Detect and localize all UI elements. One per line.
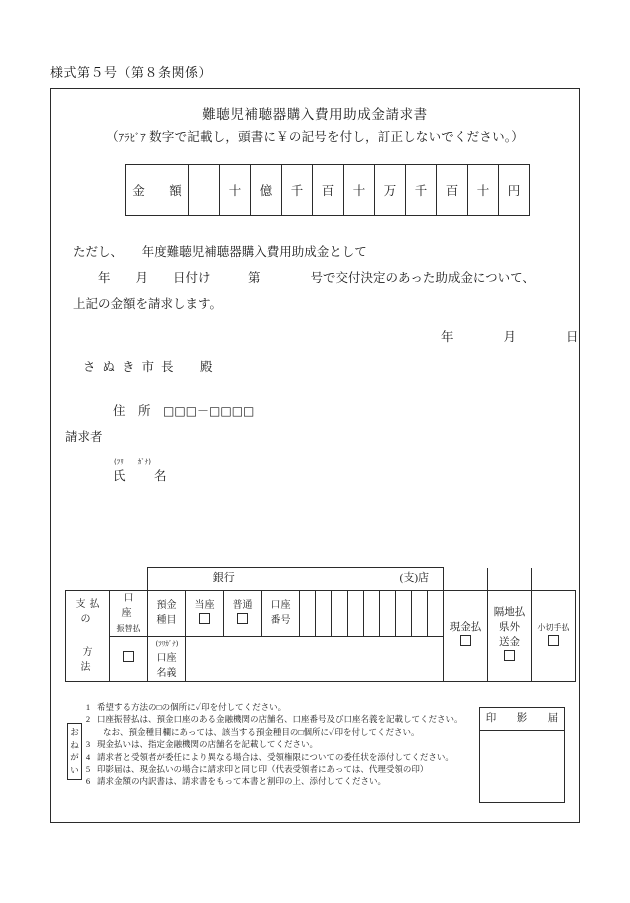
amount-cell-5[interactable]: 十 [344, 165, 375, 216]
remote-payment-label-1: 隔地払 [493, 607, 526, 618]
remote-header-cell [488, 568, 532, 591]
payment-method-label-top: 支払の [75, 598, 104, 625]
address-line [113, 401, 254, 419]
account-digit-cell[interactable] [428, 590, 444, 636]
amount-label-text: 金 額 [132, 184, 188, 198]
addressee-line: さぬき市長 殿 [83, 360, 220, 374]
note-text: 現金払いは、指定金融機関の店舗名を記載してください。 [97, 739, 319, 750]
amount-cell-7[interactable]: 千 [406, 165, 437, 216]
remote-payment-label-3: 送金 [499, 637, 520, 648]
payment-table-bank-header-row [66, 568, 576, 591]
note-number: 6 [85, 776, 91, 787]
form-number: 様式第５号（第８条関係） [50, 65, 213, 80]
amount-cell-1[interactable]: 十 [220, 165, 251, 216]
page-title: 難聴児補聴器購入費用助成金請求書 [202, 107, 428, 122]
account-digit-cell[interactable] [300, 590, 316, 636]
ordinary-account-label: 普通 [232, 599, 253, 611]
date-line: 年 月 日 [441, 330, 579, 344]
current-account-option[interactable] [186, 590, 224, 636]
amount-cell-9[interactable]: 十 [468, 165, 499, 216]
ordinary-account-option[interactable] [224, 590, 262, 636]
remote-payment-checkbox[interactable] [488, 650, 531, 666]
transfer-payment-checkbox[interactable] [123, 654, 134, 665]
account-digit-cell[interactable] [364, 590, 380, 636]
account-digit-cell[interactable] [380, 590, 396, 636]
payment-method-table [65, 567, 576, 682]
amount-cell-10[interactable]: 円 [499, 165, 530, 216]
note-item [79, 713, 499, 725]
current-account-label: 当座 [194, 599, 215, 611]
transfer-payment-label [110, 590, 152, 636]
body-line-1: ただし、 年度難聴児補聴器購入費用助成金として [73, 245, 367, 259]
amount-table-row [126, 165, 530, 216]
payment-table-main-row [66, 590, 576, 636]
note-text: 印影届は、現金払いの場合に請求印と同じ印（代表受領者にあっては、代理受領の印） [97, 764, 429, 775]
spacer-cell-b [110, 568, 148, 591]
postal-code-boxes[interactable]: □□□－□□□□ [163, 404, 255, 418]
account-name-label [148, 636, 186, 681]
check-payment-option[interactable] [532, 590, 576, 681]
note-item [79, 751, 499, 763]
note-number: 4 [85, 751, 91, 762]
account-name-input[interactable] [186, 636, 488, 681]
payment-method-label-bottom: 方 法 [80, 646, 111, 673]
note-number: 1 [85, 702, 91, 712]
onegai-char-1: ね [70, 739, 79, 750]
amount-cell-0[interactable] [189, 165, 220, 216]
name-furigana-label: (ﾌﾘ ｶﾞﾅ) [114, 458, 151, 466]
onegai-char-3: い [70, 764, 79, 775]
note-item [79, 763, 499, 775]
body-text [51, 239, 579, 317]
note-item [79, 701, 499, 713]
account-digit-cell[interactable] [396, 590, 412, 636]
deposit-type-top: 預金 [156, 600, 177, 611]
address-label: 住 所 [113, 404, 151, 418]
requester-label: 請求者 [65, 430, 103, 444]
ordinary-account-checkbox[interactable] [224, 613, 261, 629]
page-subtitle [51, 127, 579, 145]
cash-payment-label: 現金払 [449, 622, 482, 633]
seal-registration-box[interactable] [479, 707, 565, 803]
subtitle-kana: ｱﾗﾋﾞｱ [118, 132, 146, 144]
amount-table [125, 164, 530, 216]
account-number-label [262, 590, 300, 636]
check-payment-label: 小切手払 [537, 623, 570, 632]
note-text: 請求者と受領者が委任により異なる場合は、受領権限についての委任状を添付してください。 [97, 751, 454, 762]
amount-cell-4[interactable]: 百 [313, 165, 344, 216]
seal-box-title: 印 影 届 [480, 708, 564, 731]
subtitle-rest: 数字で記載し，頭書に￥の記号を付し，訂正しないでください。） [145, 130, 524, 144]
remote-payment-label-2: 県外 [499, 622, 520, 633]
note-continuation: なお、預金種目欄にあっては、該当する預金種目の□個所に✓印を付してください。 [103, 726, 420, 737]
body-line-3: 上記の金額を請求します。 [73, 297, 223, 311]
amount-cell-6[interactable]: 万 [375, 165, 406, 216]
onegai-char-0: お [70, 727, 79, 737]
account-number-top: 口座 [270, 600, 291, 611]
body-line-2: 年 月 日付け 第 号で交付決定のあった助成金について、 [73, 271, 535, 285]
branch-name-label: (支)店 [300, 568, 444, 591]
deposit-type-label [148, 590, 186, 636]
account-digit-cell[interactable] [348, 590, 364, 636]
amount-cell-8[interactable]: 百 [437, 165, 468, 216]
account-digit-cell[interactable] [332, 590, 348, 636]
account-digit-cell[interactable] [412, 590, 428, 636]
note-number: 3 [85, 739, 91, 750]
current-account-checkbox[interactable] [186, 613, 223, 629]
bank-name-label: 銀行 [148, 568, 300, 591]
onegai-char-2: が [70, 752, 79, 762]
account-name-top: 口座 [156, 652, 177, 664]
payment-method-label [66, 590, 110, 681]
check-payment-checkbox[interactable] [532, 635, 575, 651]
note-text: 口座振替払は、預金口座のある金融機関の店舗名、口座番号及び口座名義を記載してください。 [97, 714, 463, 725]
note-number: 5 [85, 764, 91, 775]
account-digit-cell[interactable] [316, 590, 332, 636]
account-number-bottom: 番号 [270, 615, 291, 626]
subtitle-open-paren: （ [106, 130, 119, 144]
name-label: 氏 名 [113, 469, 175, 483]
account-name-furigana: (ﾌﾘｶﾞﾅ) [155, 639, 179, 648]
remote-payment-option[interactable] [488, 590, 532, 681]
name-block [113, 457, 175, 484]
account-name-bottom: 名義 [156, 667, 177, 679]
amount-cell-3[interactable]: 千 [282, 165, 313, 216]
note-item [79, 738, 499, 750]
transfer-label-bottom: 振替払 [116, 623, 141, 633]
form-frame [50, 88, 580, 823]
amount-label [126, 165, 189, 216]
notes-list [79, 701, 499, 788]
spacer-cell-a [66, 568, 110, 591]
spacer-cell-c [444, 568, 488, 591]
note-text: 請求金額の内訳書は、請求書をもって本書と割印の上、添付してください。 [97, 776, 387, 787]
note-text: 希望する方法の□の個所に✓印を付してください。 [97, 702, 287, 712]
transfer-payment-checkbox-cell[interactable] [110, 636, 148, 681]
spacer-cell-d [532, 568, 576, 591]
amount-cell-2[interactable]: 億 [251, 165, 282, 216]
note-number: 2 [85, 714, 91, 725]
note-item [79, 775, 499, 787]
deposit-type-bottom: 種目 [156, 615, 177, 626]
transfer-label-top: 口 座 [121, 592, 152, 619]
